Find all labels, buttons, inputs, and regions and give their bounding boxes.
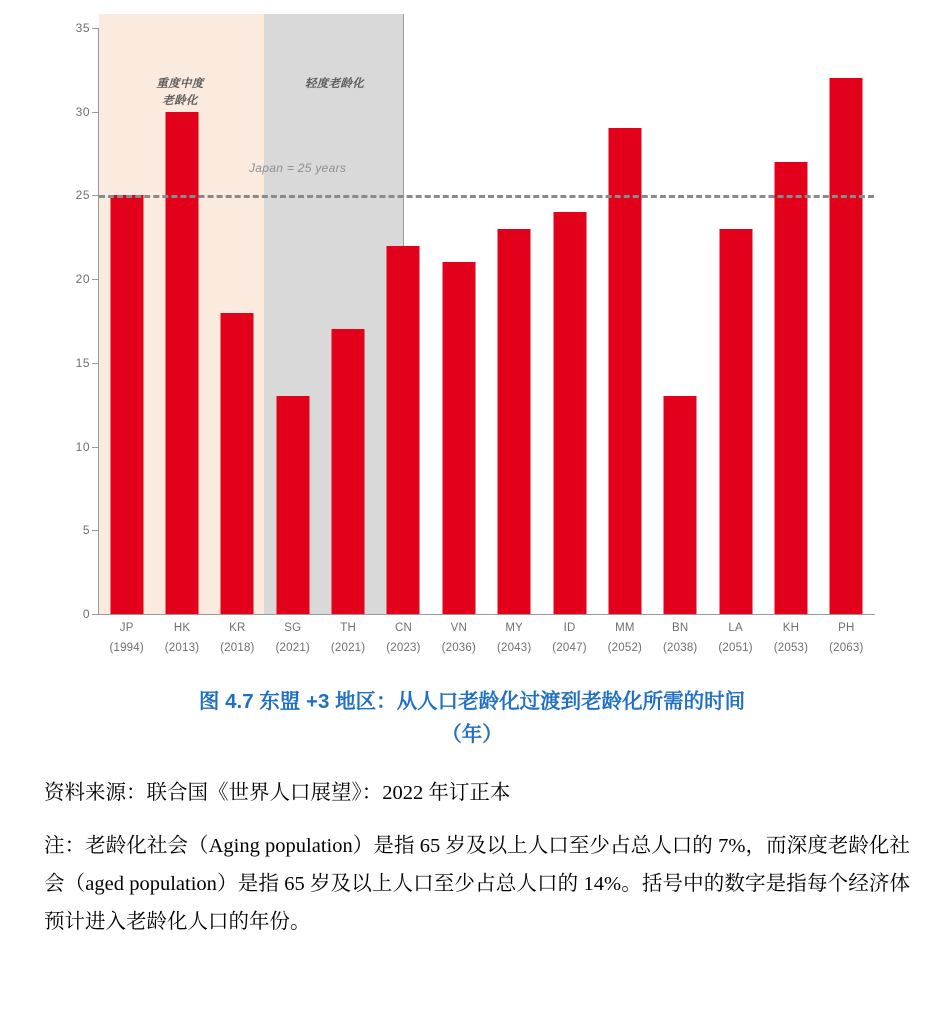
band-aging-label-line1: 重度中度 — [156, 78, 204, 90]
figure-caption-line1: 图 4.7 东盟 +3 地区：从人口老龄化过渡到老龄化所需的时间 — [198, 690, 746, 713]
x-axis-tick-label — [431, 618, 486, 658]
x-axis-tick-label — [819, 618, 874, 658]
bar[interactable] — [332, 329, 365, 614]
plot-area — [99, 28, 874, 614]
x-axis-year: (2036) — [441, 642, 477, 655]
x-axis-year: (2051) — [718, 642, 753, 655]
y-axis-tick-label: 30 — [75, 104, 90, 119]
reference-line-label: Japan = 25 years — [249, 161, 347, 176]
y-axis-labels — [56, 14, 94, 621]
figure-source: 资料来源：联合国《世界人口展望》：2022 年订正本 — [44, 782, 511, 804]
x-axis-tick-label — [487, 618, 542, 658]
band-aged-label: 轻度老龄化 — [305, 78, 364, 90]
x-axis-category: KH — [782, 622, 800, 634]
x-axis-year: (2043) — [496, 642, 532, 655]
x-axis-year: (2047) — [552, 642, 587, 655]
band-aging-label-line2: 老龄化 — [162, 95, 198, 108]
bar[interactable] — [719, 229, 752, 614]
bar[interactable] — [166, 112, 199, 614]
x-axis-category: BN — [672, 622, 689, 634]
y-axis-tick — [92, 279, 98, 280]
bar-slot — [487, 28, 542, 614]
bar[interactable] — [276, 396, 309, 614]
x-axis-year: (2018) — [220, 642, 255, 655]
x-axis-category: ID — [563, 622, 576, 634]
y-axis-tick-label: 20 — [75, 272, 90, 287]
y-axis-tick — [92, 28, 98, 29]
bar-slot — [210, 28, 265, 614]
bar[interactable] — [664, 396, 697, 614]
bar[interactable] — [221, 313, 254, 614]
x-axis-year: (2052) — [607, 642, 643, 655]
x-axis-year: (2053) — [773, 642, 809, 655]
x-axis-category: HK — [173, 622, 191, 634]
y-axis-tick — [92, 447, 98, 448]
x-axis-category: SG — [284, 622, 302, 634]
bar[interactable] — [110, 195, 143, 614]
figure-note: 注：老龄化社会（Aging population）是指 65 岁及以上人口至少占总人口的 7%，而深度老龄化社会（aged population）是指 65 岁及以上人口至少占总人口的 14%。括号中的数字是指每个经济体预计进入老龄化人口的年份。 — [44, 835, 910, 933]
bar-slot — [376, 28, 431, 614]
x-axis-tick-label — [708, 618, 763, 658]
bar-slot — [597, 28, 652, 614]
x-axis-year: (2021) — [275, 642, 310, 655]
bar-slot — [320, 28, 375, 614]
y-axis-tick-label: 35 — [75, 21, 90, 35]
bar-slot — [819, 28, 874, 614]
bar-slot — [431, 28, 486, 614]
x-axis-tick-label — [376, 618, 431, 658]
bar-slot — [763, 28, 818, 614]
x-axis-category: MY — [505, 622, 523, 634]
y-axis-tick-label: 5 — [82, 523, 90, 538]
y-axis-tick-label: 15 — [75, 355, 90, 370]
x-axis-tick-label — [320, 618, 375, 658]
x-axis-tick-label — [763, 618, 818, 658]
figure-caption-line2: （年） — [441, 722, 503, 746]
reference-line — [99, 195, 874, 198]
bar[interactable] — [498, 229, 531, 614]
x-axis-category: LA — [728, 622, 743, 634]
x-axis-category: TH — [340, 622, 356, 634]
figure-caption — [48, 686, 896, 752]
x-axis-year: (2023) — [386, 642, 421, 655]
x-axis-year: (2063) — [829, 642, 864, 655]
x-axis-tick-label — [265, 618, 320, 658]
bar[interactable] — [553, 212, 586, 614]
x-axis-tick-label — [210, 618, 265, 658]
plot-outer — [56, 14, 878, 654]
y-axis-tick — [92, 530, 98, 531]
x-axis-tick-label — [99, 618, 154, 658]
x-axis-year: (2038) — [663, 642, 698, 655]
bar-slot — [265, 28, 320, 614]
y-axis-tick — [92, 195, 98, 196]
x-axis-tick-label — [597, 618, 652, 658]
y-axis-tick-label: 25 — [75, 188, 90, 203]
y-axis-tick-label: 10 — [75, 439, 90, 454]
bar[interactable] — [608, 128, 641, 614]
x-axis-category: KR — [229, 622, 246, 634]
bar-series — [99, 28, 874, 614]
x-axis-labels — [99, 618, 874, 666]
bar-slot — [653, 28, 708, 614]
y-axis-tick — [92, 363, 98, 364]
y-axis-tick-label: 0 — [82, 607, 90, 621]
x-axis-category: MM — [615, 622, 635, 634]
bar-slot — [542, 28, 597, 614]
x-axis-year: (1994) — [109, 642, 144, 655]
x-axis-tick-label — [653, 618, 708, 658]
x-axis-year: (2013) — [164, 642, 200, 655]
x-axis-category: JP — [119, 622, 134, 634]
y-axis-tick — [92, 112, 98, 113]
bar[interactable] — [387, 246, 420, 614]
bar[interactable] — [774, 162, 807, 614]
x-axis-tick-label — [542, 618, 597, 658]
bar-slot — [99, 28, 154, 614]
bar-slot — [154, 28, 209, 614]
x-axis-category: VN — [450, 622, 467, 634]
x-axis-tick-label — [154, 618, 209, 658]
x-axis-category: PH — [838, 622, 855, 634]
bar[interactable] — [830, 78, 863, 614]
x-axis-year: (2021) — [330, 642, 366, 655]
x-axis-category: CN — [394, 622, 412, 634]
x-axis-line — [98, 614, 875, 615]
bar-slot — [708, 28, 763, 614]
bar[interactable] — [442, 262, 475, 614]
